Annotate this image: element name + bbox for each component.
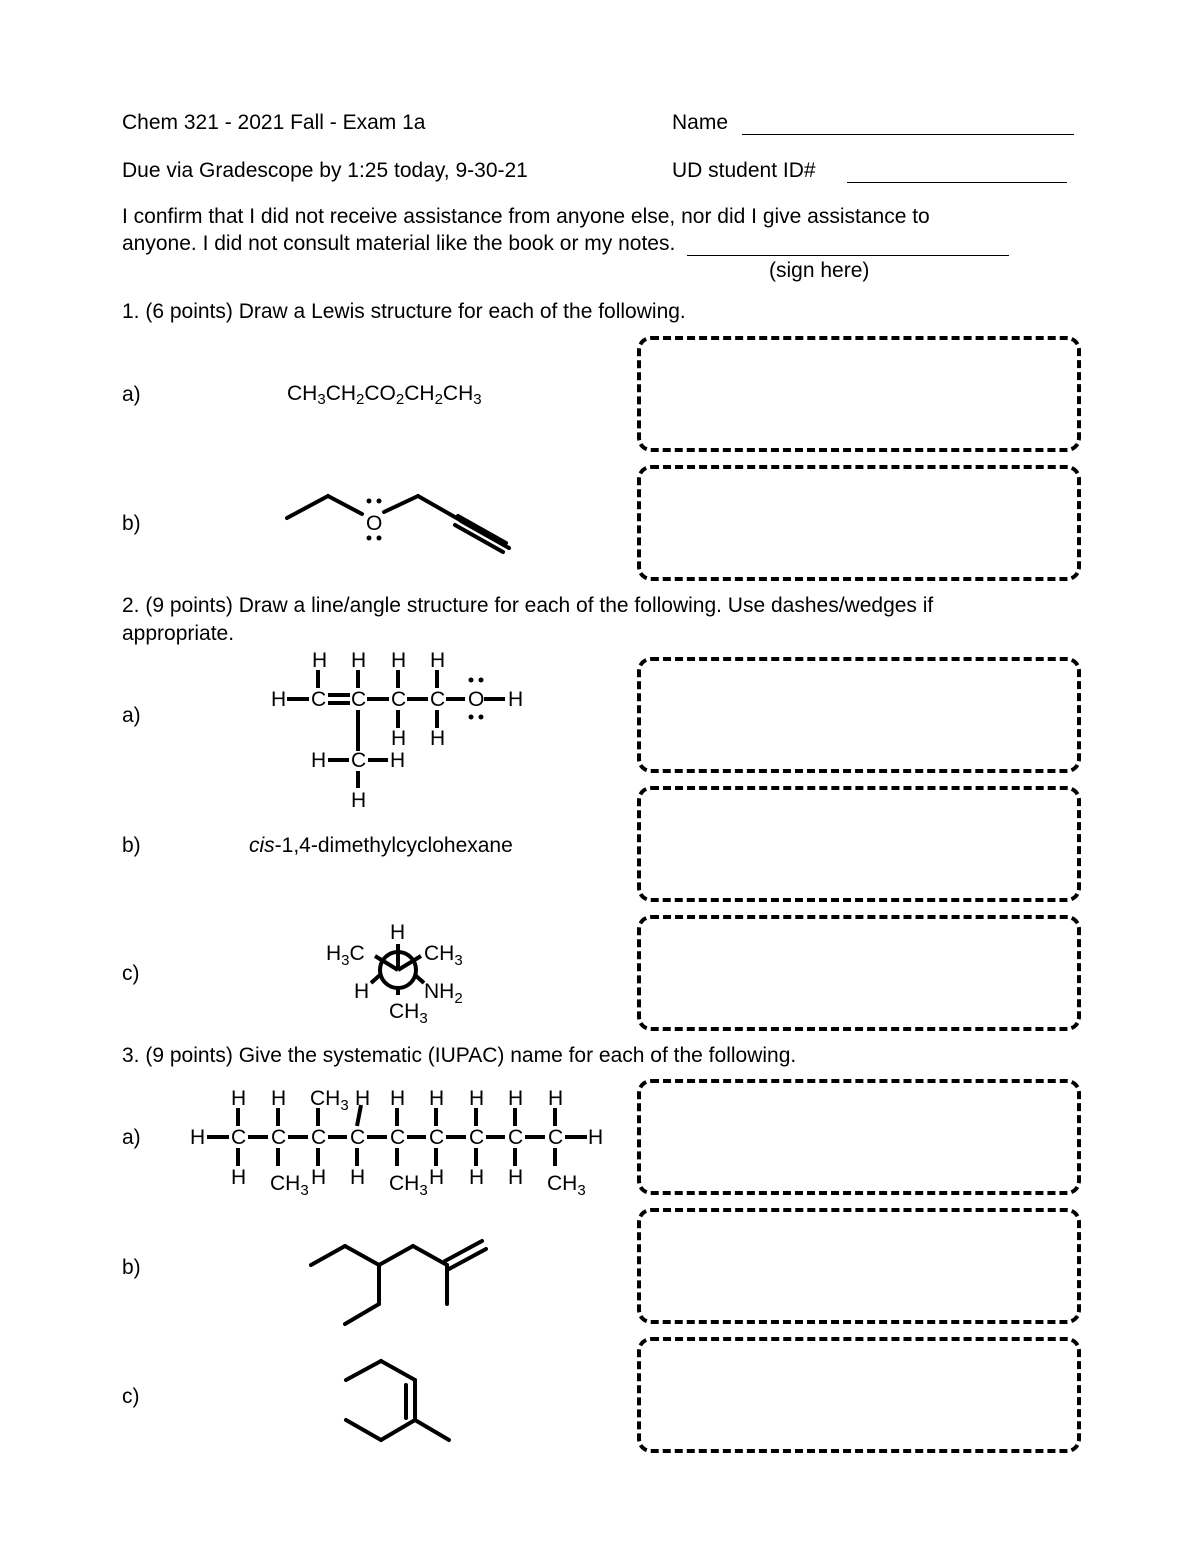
- q3a-atom-label: H: [469, 1166, 485, 1189]
- q3a-atom-label: C: [548, 1126, 564, 1149]
- q3a-atom-label: C: [271, 1126, 287, 1149]
- q3a-atom-label: $CH_3$: [270, 1172, 309, 1199]
- newman-top-label: H: [390, 921, 406, 944]
- newman-upper-right-label: $CH_3$: [424, 942, 463, 969]
- q3a-atom-label: H: [508, 1087, 524, 1110]
- svg-text:H: H: [311, 749, 327, 772]
- q3c-label: c): [122, 1385, 140, 1408]
- q2b-cis-prefix: cis: [249, 834, 275, 857]
- honor-statement-text: anyone. I did not consult material like the book or my notes.: [122, 232, 676, 255]
- svg-text:H: H: [351, 649, 367, 672]
- q3a-atom-label: H: [231, 1087, 247, 1110]
- q3a-atom-label: $CH_3$: [389, 1172, 428, 1199]
- q3a-answer-box[interactable]: [637, 1079, 1081, 1195]
- newman-lower-left-label: H: [354, 980, 370, 1003]
- q3a-atom-label: C: [231, 1126, 247, 1149]
- q3a-atom-label: H: [271, 1087, 287, 1110]
- svg-text:H: H: [430, 649, 446, 672]
- q2a-answer-box[interactable]: [637, 657, 1081, 773]
- q2c-answer-box[interactable]: [637, 915, 1081, 1031]
- q1-prompt: 1. (6 points) Draw a Lewis structure for each of the following.: [122, 300, 686, 323]
- q2b-compound-name: [249, 835, 513, 856]
- q1b-oxygen-atom: O: [366, 512, 383, 535]
- honor-statement-line1: I confirm that I did not receive assistance from anyone else, nor did I give assistance to: [122, 205, 930, 228]
- q3a-atom-label: H: [350, 1166, 366, 1189]
- q3a-atom-label: H: [311, 1166, 327, 1189]
- q3c-answer-box[interactable]: [637, 1337, 1081, 1453]
- q3a-label: a): [122, 1126, 141, 1149]
- svg-text:H: H: [391, 727, 407, 750]
- name-blank[interactable]: [742, 112, 1074, 133]
- newman-lower-right-label: $NH_2$: [424, 980, 463, 1007]
- q1a-label: a): [122, 383, 141, 406]
- q2a-lewis-structure: [260, 648, 540, 813]
- svg-text:H: H: [391, 649, 407, 672]
- q3a-atom-label: H: [588, 1126, 604, 1149]
- name-field[interactable]: [672, 112, 1074, 133]
- q3a-atom-label: H: [190, 1126, 206, 1149]
- q3a-lewis-structure: [185, 1080, 615, 1205]
- student-id-field[interactable]: [672, 160, 1067, 181]
- newman-upper-left-label: $H_3C$: [326, 942, 365, 969]
- q3a-atom-label: C: [508, 1126, 524, 1149]
- q3a-atom-label: H: [548, 1087, 564, 1110]
- svg-text:H: H: [508, 688, 524, 711]
- student-id-label: UD student ID#: [672, 159, 816, 182]
- q2b-name-rest: -1,4-dimethylcyclohexane: [274, 834, 513, 857]
- due-line: Due via Gradescope by 1:25 today, 9-30-21: [122, 159, 528, 182]
- svg-text:C: C: [311, 688, 327, 711]
- q2b-label: b): [122, 834, 141, 857]
- q1a-answer-box[interactable]: [637, 336, 1081, 452]
- q3a-atom-label: C: [429, 1126, 445, 1149]
- q3a-atom-label: C: [350, 1126, 366, 1149]
- q3a-atom-label: H: [469, 1087, 485, 1110]
- svg-text:C: C: [351, 688, 367, 711]
- svg-text:H: H: [271, 688, 287, 711]
- svg-text:C: C: [351, 749, 367, 772]
- q1a-condensed-formula: $CH_3CH_2CO_2CH_2CH_3$: [287, 382, 482, 408]
- svg-text:C: C: [391, 688, 407, 711]
- q2c-label: c): [122, 962, 140, 985]
- q3c-skeletal-structure: [330, 1350, 470, 1450]
- svg-text:H: H: [390, 749, 406, 772]
- q1b-answer-box[interactable]: [637, 465, 1081, 581]
- student-id-blank[interactable]: [847, 160, 1067, 181]
- q3-prompt: 3. (9 points) Give the systematic (IUPAC) name for each of the following.: [122, 1044, 797, 1067]
- q3a-atom-label: H: [355, 1087, 371, 1110]
- q3a-atom-label: H: [390, 1087, 406, 1110]
- q3a-atom-labels: [190, 1087, 603, 1199]
- q2-prompt-line2: appropriate.: [122, 622, 235, 645]
- q2c-newman-projection: [320, 915, 490, 1025]
- q3a-atom-label: $CH_3$: [547, 1172, 586, 1199]
- q3a-atom-label: H: [429, 1166, 445, 1189]
- q3a-atom-label: C: [390, 1126, 406, 1149]
- svg-text:H: H: [351, 789, 367, 812]
- name-label: Name: [672, 111, 729, 134]
- svg-text:C: C: [430, 688, 446, 711]
- q3b-label: b): [122, 1256, 141, 1279]
- q1b-label: b): [122, 512, 141, 535]
- signature-blank[interactable]: [687, 233, 1009, 254]
- q1b-ether-alkyne-structure: [280, 490, 520, 560]
- q3a-atom-label: $CH_3$: [310, 1087, 349, 1114]
- q2b-answer-box[interactable]: [637, 786, 1081, 902]
- sign-here-caption: (sign here): [769, 259, 870, 282]
- q2-prompt-line1: 2. (9 points) Draw a line/angle structure for each of the following. Use dashes/wedges if: [122, 594, 934, 617]
- q3a-atom-label: H: [429, 1087, 445, 1110]
- q3a-atom-label: C: [311, 1126, 327, 1149]
- q3a-atom-label: H: [231, 1166, 247, 1189]
- svg-text:H: H: [430, 727, 446, 750]
- svg-text:H: H: [312, 649, 328, 672]
- q3a-atom-label: C: [469, 1126, 485, 1149]
- honor-statement-line2: [122, 233, 1009, 254]
- svg-text:O: O: [468, 688, 485, 711]
- exam-title: Chem 321 - 2021 Fall - Exam 1a: [122, 111, 426, 134]
- q3a-atom-label: H: [508, 1166, 524, 1189]
- q3b-skeletal-structure: [300, 1235, 500, 1335]
- q2a-label: a): [122, 704, 141, 727]
- q3b-answer-box[interactable]: [637, 1208, 1081, 1324]
- newman-bottom-label: $CH_3$: [389, 1000, 428, 1027]
